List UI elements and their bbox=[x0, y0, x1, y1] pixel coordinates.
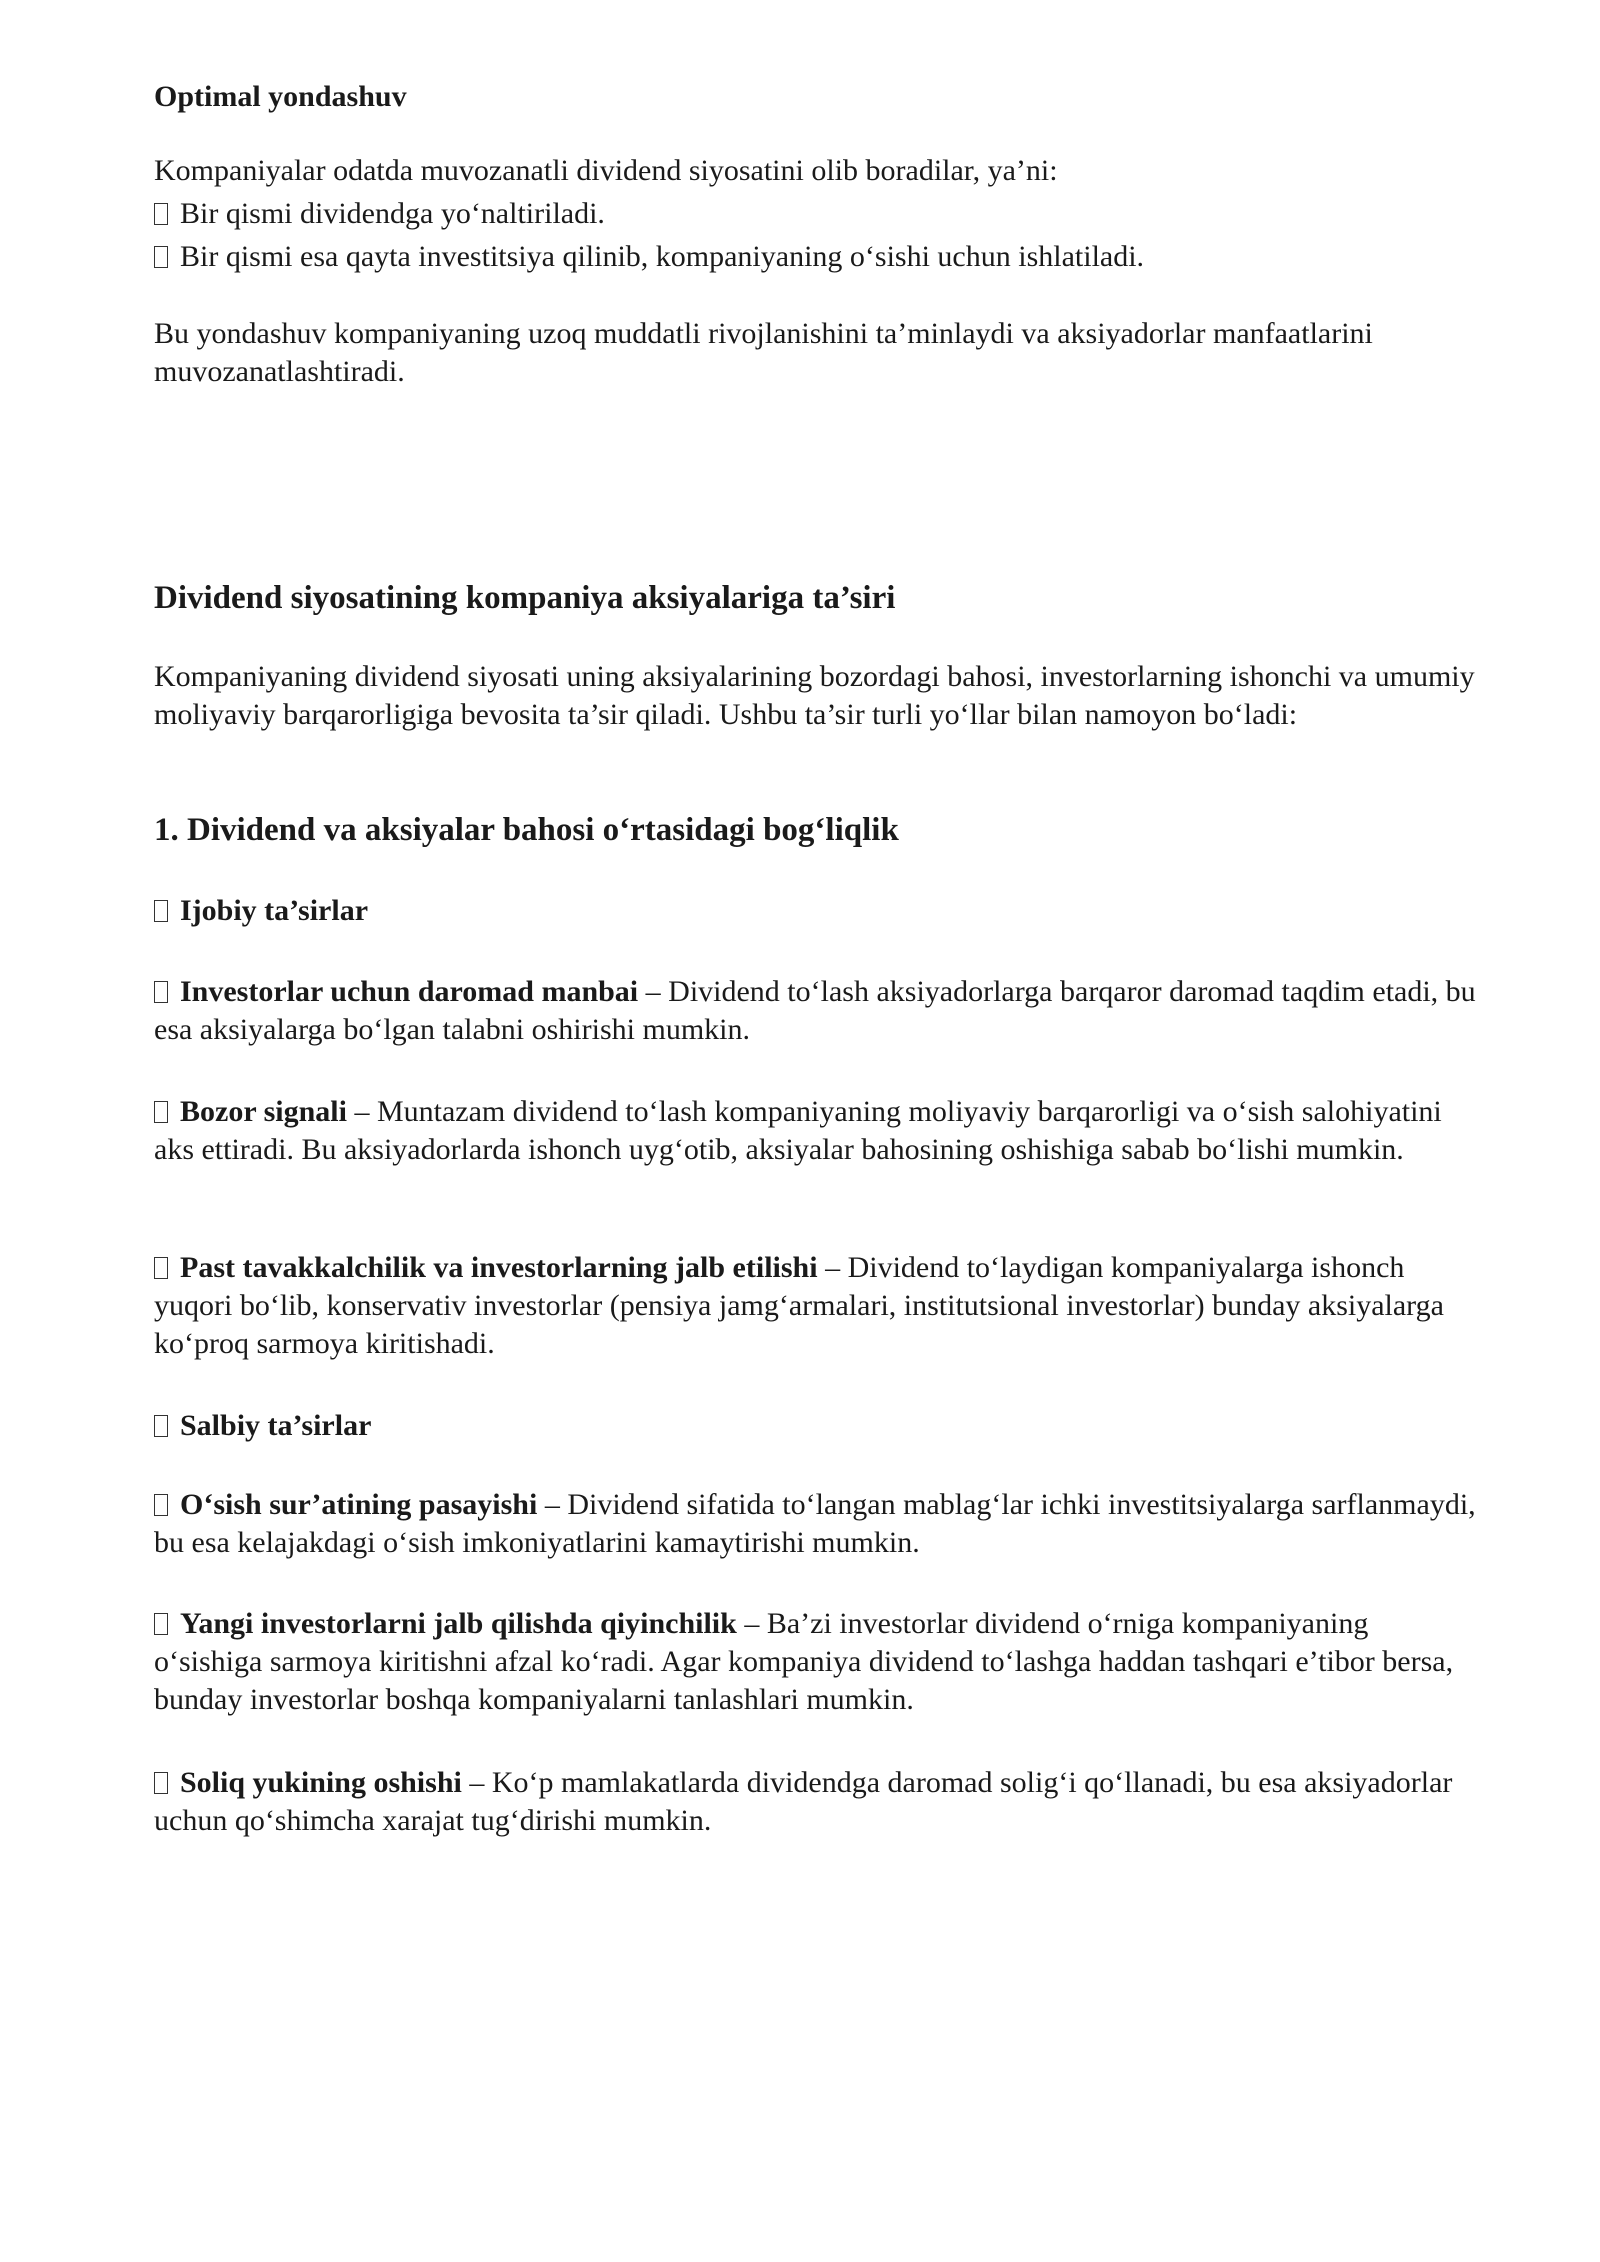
list-item: Yangi investorlarni jalb qilishda qiyinchilik – Ba’zi investorlar dividend o‘rniga kompaniyaning o‘sishiga sarmoya kiritishni afzal ko‘radi. Agar kompaniya dividend to‘lashga haddan tashqari e’tibor bersa, bunday investorlar boshqa kompaniyalarni tanlashlari mumkin. bbox=[154, 1607, 1454, 1716]
bullet-glyph-icon bbox=[154, 246, 168, 268]
bullet-glyph-icon bbox=[154, 1772, 168, 1794]
list-item: O‘sish sur’atining pasayishi – Dividend sifatida to‘langan mablag‘lar ichki investitsiyalarga sarflanmaydi, bu esa kelajakdagi o‘sish imkoniyatlarini kamaytirishi mumkin. bbox=[154, 1488, 1476, 1559]
bullet-glyph-icon bbox=[154, 1101, 168, 1123]
paragraph-intro: Kompaniyalar odatda muvozanatli dividend siyosatini olib boradilar, ya’ni: bbox=[154, 154, 1058, 187]
bullet-glyph-icon bbox=[154, 1415, 168, 1437]
section-title-effects: Dividend siyosatining kompaniya aksiyalariga ta’siri bbox=[154, 580, 896, 616]
bullet-glyph-icon bbox=[154, 1494, 168, 1516]
paragraph-summary: Bu yondashuv kompaniyaning uzoq muddatli rivojlanishini ta’minlaydi va aksiyadorlar manfaatlarini muvozanatlashtiradi. bbox=[154, 317, 1373, 388]
bullet-glyph-icon bbox=[154, 981, 168, 1003]
bullet-item: Bir qismi esa qayta investitsiya qilinib, kompaniyaning o‘sishi uchun ishlatiladi. bbox=[154, 238, 1484, 276]
list-item: Past tavakkalchilik va investorlarning jalb etilishi – Dividend to‘laydigan kompaniyalarga ishonch yuqori bo‘lib, konservativ investorlar (pensiya jamg‘armalari, institutsional investorlar) bunday aksiyalarga ko‘proq sarmoya kiritishadi. bbox=[154, 1251, 1444, 1360]
subsection-title: 1. Dividend va aksiyalar bahosi o‘rtasidagi bog‘liqlik bbox=[154, 812, 899, 848]
heading-positive: Ijobiy ta’sirlar bbox=[154, 892, 1484, 930]
bullet-glyph-icon bbox=[154, 203, 168, 225]
list-item: Soliq yukining oshishi – Ko‘p mamlakatlarda dividendga daromad solig‘i qo‘llanadi, bu esa aksiyadorlar uchun qo‘shimcha xarajat tug‘dirishi mumkin. bbox=[154, 1766, 1453, 1837]
bullet-glyph-icon bbox=[154, 1257, 168, 1279]
bullet-glyph-icon bbox=[154, 1613, 168, 1635]
section-title-optimal: Optimal yondashuv bbox=[154, 80, 407, 113]
heading-negative: Salbiy ta’sirlar bbox=[154, 1407, 1484, 1445]
list-item: Bozor signali – Muntazam dividend to‘lash kompaniyaning moliyaviy barqarorligi va o‘sish salohiyatini aks ettiradi. Bu aksiyadorlarda ishonch uyg‘otib, aksiyalar bahosining oshishiga sabab bo‘lishi mumkin. bbox=[154, 1095, 1442, 1166]
list-item: Investorlar uchun daromad manbai – Dividend to‘lash aksiyadorlarga barqaror daromad taqdim etadi, bu esa aksiyalarga bo‘lgan talabni oshirishi mumkin. bbox=[154, 975, 1476, 1046]
bullet-glyph-icon bbox=[154, 900, 168, 922]
paragraph-effects-intro: Kompaniyaning dividend siyosati uning aksiyalarining bozordagi bahosi, investorlarning ishonchi va umumiy moliyaviy barqarorligiga bevosita ta’sir qiladi. Ushbu ta’sir turli yo‘llar bilan namoyon bo‘ladi: bbox=[154, 660, 1475, 731]
bullet-item: Bir qismi dividendga yo‘naltiriladi. bbox=[154, 195, 1484, 233]
